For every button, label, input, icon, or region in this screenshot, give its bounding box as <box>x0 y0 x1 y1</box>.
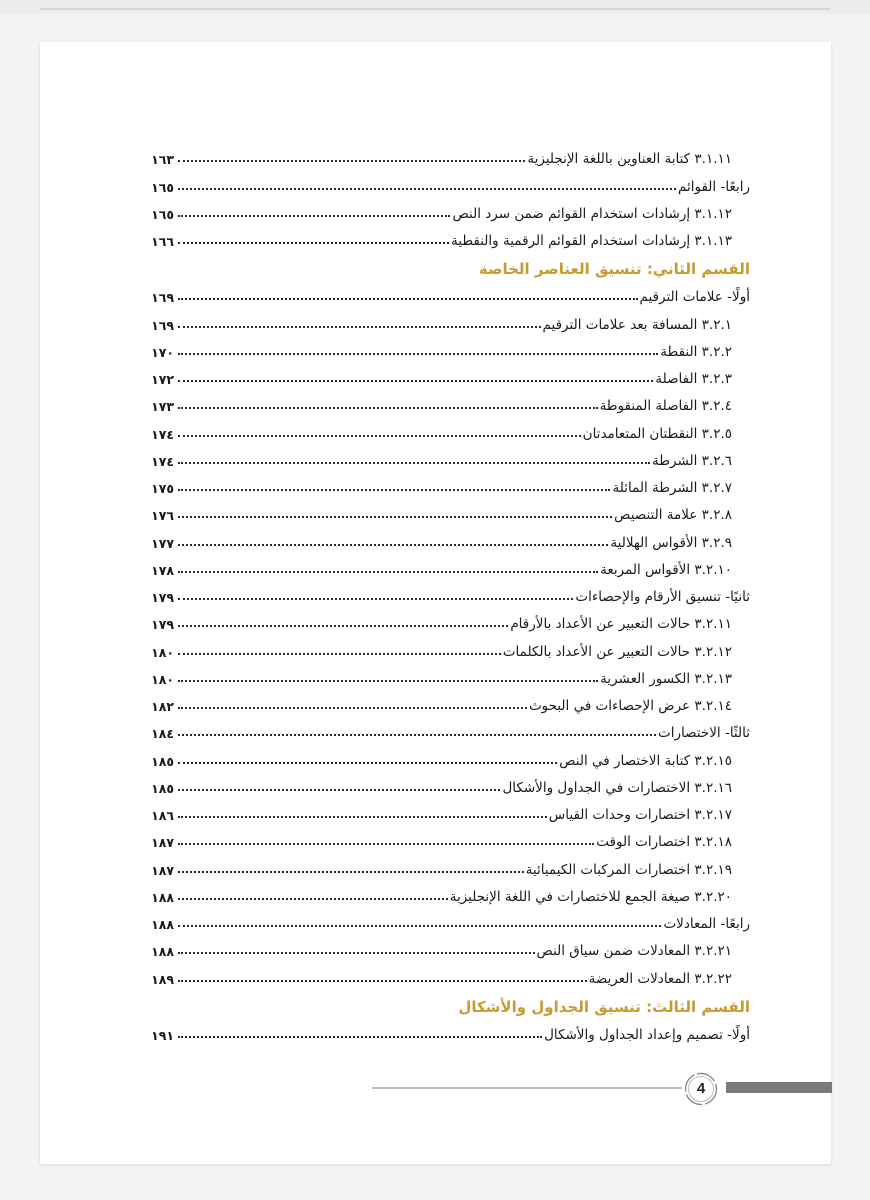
toc-page-number: ١٧٩ <box>151 590 174 605</box>
toc-page-number: ١٧٩ <box>151 617 174 633</box>
dot-leader <box>178 461 650 464</box>
dot-leader <box>178 379 653 382</box>
toc-entry-title: ٣.٢.٥ النقطتان المتعامدتان <box>582 425 732 442</box>
section-heading: القسم الثالث: تنسيق الجداول والأشكال <box>458 997 750 1016</box>
dot-leader <box>178 761 557 764</box>
table-of-contents <box>152 140 750 1043</box>
toc-page-number: ١٧٠ <box>151 344 174 360</box>
dot-leader <box>178 214 450 217</box>
toc-entry-title: ٣.٢.١٥ كتابة الاختصار في النص <box>559 752 732 769</box>
toc-entry-title: ٣.٢.٦ الشرطة <box>652 452 732 469</box>
toc-page-number: ١٨٨ <box>151 889 174 905</box>
toc-page-number: ١٦٩ <box>151 290 174 306</box>
document-page <box>40 42 831 1164</box>
toc-page-number: ١٧٨ <box>151 562 174 578</box>
dot-leader <box>178 788 500 791</box>
toc-entry-title: ٣.٢.٩ الأقواس الهلالية <box>610 534 732 551</box>
toc-entry[interactable] <box>152 523 750 550</box>
toc-page-number: ١٩١ <box>151 1027 174 1043</box>
toc-entry[interactable] <box>152 850 750 877</box>
dot-leader <box>178 325 541 328</box>
toc-entry[interactable] <box>152 714 750 741</box>
toc-entry-title: ٣.٢.٧ الشرطة المائلة <box>612 480 732 496</box>
toc-entry[interactable] <box>152 140 750 167</box>
toc-entry[interactable] <box>152 823 750 850</box>
toc-entry[interactable] <box>152 796 750 823</box>
dot-leader <box>178 1035 542 1038</box>
dot-leader <box>178 406 598 409</box>
toc-entry[interactable] <box>152 878 750 905</box>
dot-leader <box>178 159 525 162</box>
toc-page-number: ١٦٥ <box>151 179 174 195</box>
toc-page-number: ١٨٠ <box>151 644 174 660</box>
toc-entry-title: ٣.٢.١٧ اختصارات وحدات القياس <box>548 807 732 823</box>
dot-leader <box>178 297 638 300</box>
toc-page-number: ١٨٨ <box>151 944 174 960</box>
toc-page-number: ١٨٤ <box>151 726 174 742</box>
toc-page-number: ١٧٧ <box>151 535 174 551</box>
toc-entry[interactable] <box>152 442 750 469</box>
dot-leader <box>178 352 658 355</box>
toc-entry[interactable] <box>152 605 750 632</box>
toc-entry-title: ٣.٢.١١ حالات التعبير عن الأعداد بالأرقام <box>510 616 732 633</box>
toc-page-number: ١٧٢ <box>151 372 174 387</box>
toc-entry-title: ٣.١.١٣ إرشادات استخدام القوائم الرقمية والنقطية <box>451 233 732 249</box>
toc-page-number: ١٧٥ <box>151 481 174 496</box>
toc-page-number: ١٨٨ <box>151 917 174 932</box>
dot-leader <box>178 679 598 682</box>
dot-leader <box>178 515 612 518</box>
viewer-top-bar <box>0 0 870 14</box>
toc-entry[interactable] <box>152 660 750 687</box>
footer-thick-bar <box>726 1082 832 1093</box>
toc-page-number: ١٧٤ <box>151 426 174 442</box>
toc-entry[interactable] <box>152 195 750 222</box>
dot-leader <box>178 951 535 954</box>
dot-leader <box>178 706 527 709</box>
dot-leader <box>178 897 448 900</box>
dot-leader <box>178 652 501 655</box>
toc-entry-title: ٣.١.١٢ إرشادات استخدام القوائم ضمن سرد النص <box>452 205 732 222</box>
toc-entry-title: ٣.١.١١ كتابة العناوين باللغة الإنجليزية <box>527 151 732 168</box>
toc-page-number: ١٧٣ <box>151 399 174 415</box>
page-footer <box>372 1072 832 1106</box>
toc-entry-title: ٣.٢.١٦ الاختصارات في الجداول والأشكال <box>502 779 732 796</box>
toc-entry[interactable] <box>152 387 750 414</box>
toc-entry[interactable] <box>152 551 750 578</box>
toc-entry-title: رابعًا- القوائم <box>678 178 750 195</box>
top-divider <box>40 8 830 10</box>
dot-leader <box>178 570 598 573</box>
toc-entry-title: أولًا- تصميم وإعداد الجداول والأشكال <box>544 1026 750 1043</box>
toc-entry-title: ٣.٢.١٣ الكسور العشرية <box>600 670 732 687</box>
toc-entry-title: ٣.٢.٢٠ صيغة الجمع للاختصارات في اللغة الإنجليزية <box>449 888 732 905</box>
toc-entry[interactable] <box>152 1016 750 1043</box>
toc-entry-title: ٣.٢.٢١ المعادلات ضمن سياق النص <box>536 943 732 960</box>
toc-entry-title: ٣.٢.١٢ حالات التعبير عن الأعداد بالكلمات <box>502 643 732 660</box>
toc-entry[interactable] <box>152 469 750 496</box>
toc-entry[interactable] <box>152 687 750 714</box>
toc-page-number: ١٨٧ <box>151 835 174 851</box>
toc-page-number: ١٦٣ <box>151 152 174 168</box>
toc-entry[interactable] <box>152 333 750 360</box>
toc-entry[interactable] <box>152 305 750 332</box>
toc-entry-title: ٣.٢.٢٢ المعادلات العريضة <box>588 970 732 987</box>
toc-page-number: ١٨٧ <box>151 862 174 878</box>
page-number: 4 <box>696 1080 706 1097</box>
toc-page-number: ١٦٦ <box>151 234 174 249</box>
toc-entry-title: ثالثًا- الاختصارات <box>657 725 750 742</box>
toc-entry-title: ٣.٢.١٤ عرض الإحصاءات في البحوث <box>528 698 732 714</box>
toc-entry[interactable] <box>152 578 750 605</box>
toc-page-number: ١٨٥ <box>151 753 174 769</box>
toc-entry-title: أولًا- علامات الترقيم <box>639 289 750 306</box>
dot-leader <box>178 624 508 627</box>
dot-leader <box>178 870 524 873</box>
toc-entry-title: ٣.٢.١ المسافة بعد علامات الترقيم <box>542 316 732 333</box>
toc-page-number: ١٨٠ <box>151 671 174 687</box>
section-heading: القسم الثاني: تنسيق العناصر الخاصة <box>478 260 750 278</box>
toc-entry[interactable] <box>152 496 750 523</box>
dot-leader <box>178 241 449 244</box>
dot-leader <box>178 979 587 982</box>
dot-leader <box>178 187 676 190</box>
toc-entry-title: ٣.٢.٨ علامة التنصيص <box>614 507 732 524</box>
toc-page-number: ١٨٥ <box>151 780 174 796</box>
dot-leader <box>178 924 661 927</box>
toc-entry-title: ٣.٢.١٨ اختصارات الوقت <box>596 834 732 851</box>
toc-entry[interactable] <box>152 905 750 932</box>
toc-entry-title: ٣.٢.٤ الفاصلة المنقوطة <box>599 398 732 415</box>
toc-entry[interactable] <box>152 769 750 796</box>
toc-page-number: ١٨٦ <box>151 808 174 823</box>
toc-entry-title: ٣.٢.١٠ الأقواس المربعة <box>600 561 732 578</box>
toc-entry[interactable] <box>152 278 750 305</box>
toc-entry[interactable] <box>152 741 750 768</box>
toc-entry[interactable] <box>152 222 750 249</box>
toc-entry[interactable] <box>152 414 750 441</box>
toc-page-number: ١٧٦ <box>151 508 174 524</box>
toc-entry[interactable] <box>152 360 750 387</box>
toc-entry[interactable] <box>152 632 750 659</box>
dot-leader <box>178 543 608 546</box>
dot-leader <box>178 434 581 437</box>
dot-leader <box>178 815 547 818</box>
toc-page-number: ١٦٩ <box>151 317 174 333</box>
toc-entry[interactable] <box>152 167 750 194</box>
footer-thin-rule <box>372 1087 682 1089</box>
toc-entry[interactable] <box>152 932 750 959</box>
toc-entry-title: ثانيًا- تنسيق الأرقام والإحصاءات <box>575 589 750 605</box>
toc-page-number: ١٨٢ <box>151 699 174 714</box>
toc-entry-title: ٣.٢.٣ الفاصلة <box>655 371 732 387</box>
toc-entry-title: ٣.٢.١٩ اختصارات المركبات الكيميائية <box>525 861 732 878</box>
toc-page-number: ١٦٥ <box>151 206 174 222</box>
toc-entry-title: رابعًا- المعادلات <box>663 916 750 932</box>
dot-leader <box>178 597 573 600</box>
toc-entry[interactable] <box>152 959 750 986</box>
dot-leader <box>178 842 594 845</box>
toc-page-number: ١٧٤ <box>151 453 174 469</box>
dot-leader <box>178 733 656 736</box>
toc-entry-title: ٣.٢.٢ النقطة <box>660 343 732 360</box>
dot-leader <box>178 488 610 491</box>
toc-page-number: ١٨٩ <box>151 971 174 987</box>
